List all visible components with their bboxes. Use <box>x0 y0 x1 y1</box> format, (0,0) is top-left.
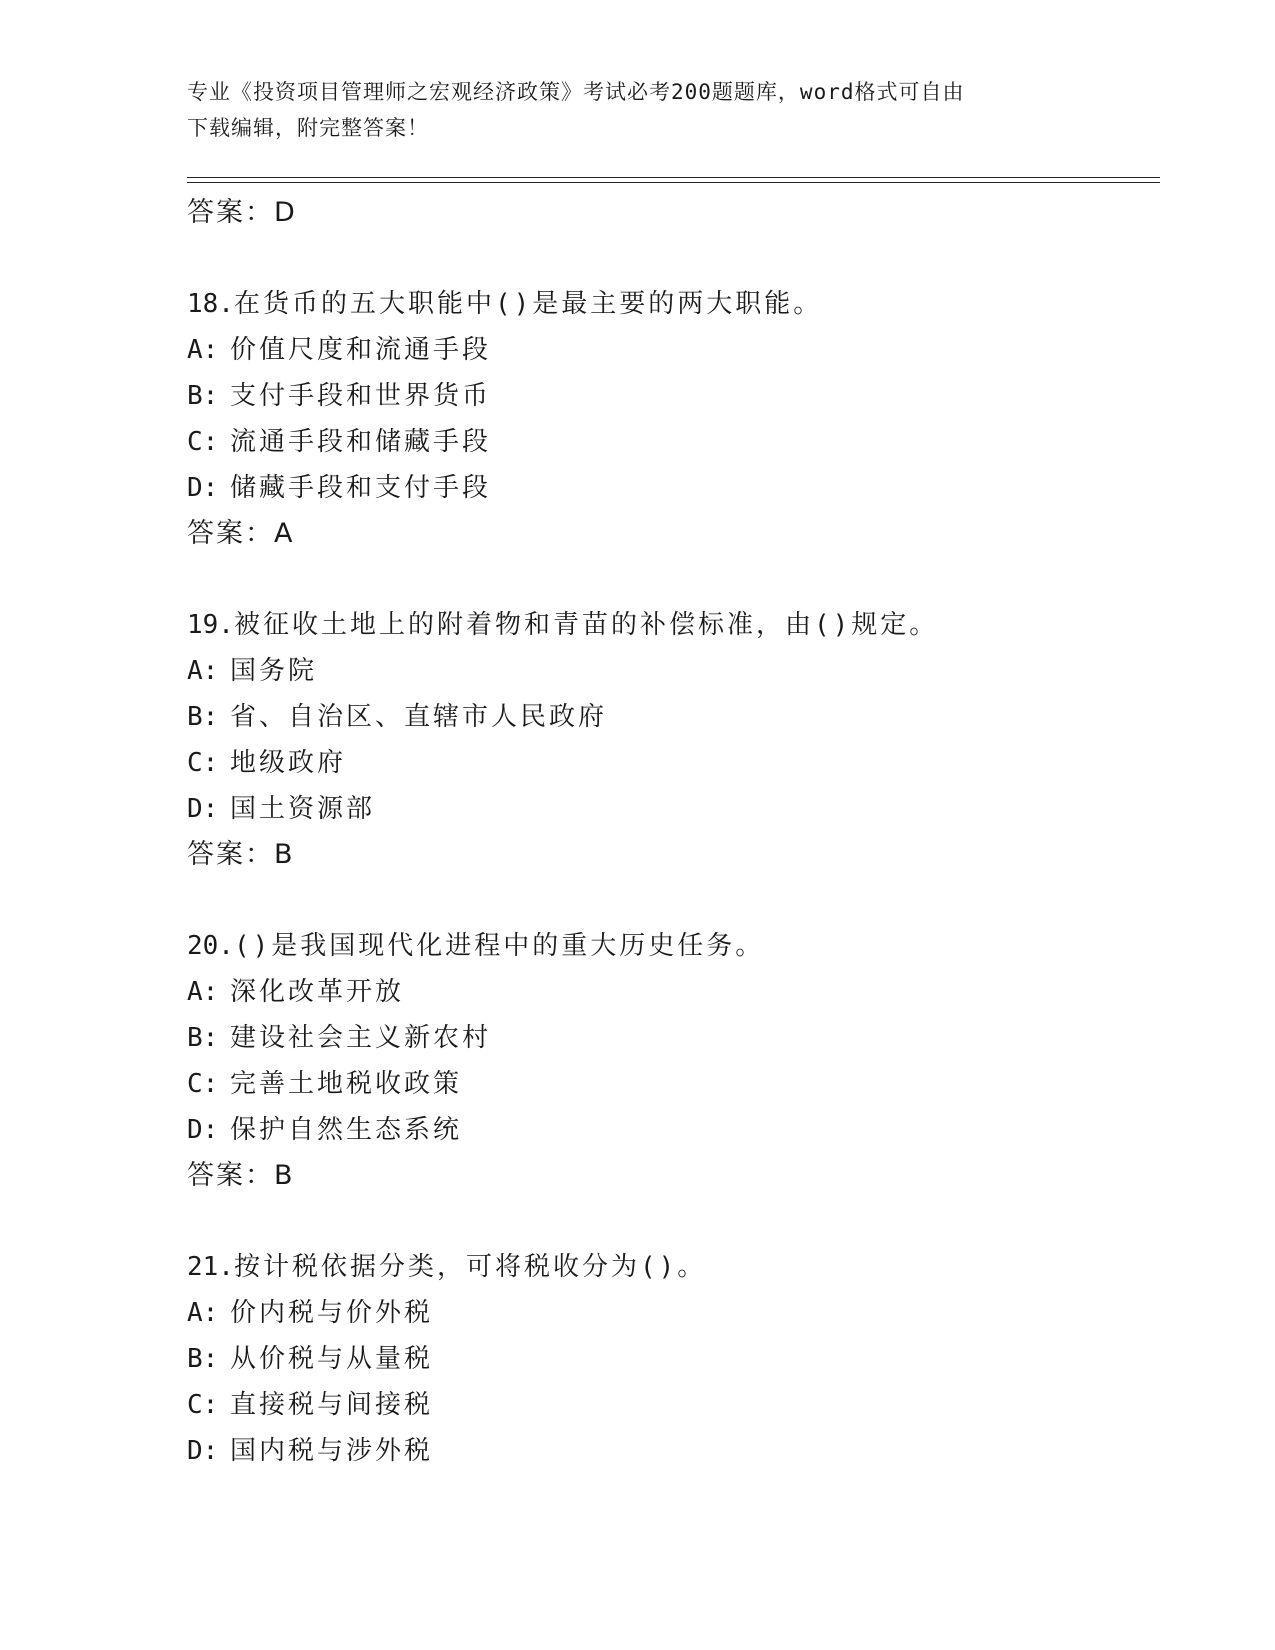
header-divider-bottom <box>187 182 1160 183</box>
option-text: 价值尺度和流通手段 <box>230 335 492 365</box>
answer-line: 答案：D <box>187 197 297 228</box>
question-stem <box>187 602 1147 648</box>
option-letter: D: <box>187 1115 219 1145</box>
option-letter: D: <box>187 794 219 824</box>
option-text: 从价税与从量税 <box>230 1344 434 1374</box>
option-text: 地级政府 <box>230 748 347 778</box>
answer-line: 答案：B <box>187 839 295 870</box>
option-text: 价内税与价外税 <box>230 1298 434 1328</box>
question-number: 19. <box>187 610 234 640</box>
option-text: 建设社会主义新农村 <box>230 1023 492 1053</box>
question-21 <box>187 1244 1147 1474</box>
option-letter: D: <box>187 1436 219 1466</box>
question-text: ()是我国现代化进程中的重大历史任务。 <box>233 931 765 961</box>
option-letter: B: <box>187 1344 219 1374</box>
option-letter: C: <box>187 748 219 778</box>
question-20 <box>187 923 1147 1199</box>
option-d <box>187 465 1147 511</box>
option-b <box>187 694 1147 740</box>
answer-line: 答案：B <box>187 1160 295 1191</box>
option-c <box>187 1061 1147 1107</box>
option-a <box>187 969 1147 1015</box>
option-letter: B: <box>187 1023 219 1053</box>
option-text: 保护自然生态系统 <box>230 1115 463 1145</box>
option-letter: A: <box>187 1298 219 1328</box>
question-text: 按计税依据分类，可将税收分为()。 <box>233 1252 707 1282</box>
question-19 <box>187 602 1147 878</box>
option-c <box>187 419 1147 465</box>
option-b <box>187 1336 1147 1382</box>
option-d <box>187 1428 1147 1474</box>
option-letter: D: <box>187 473 219 503</box>
option-text: 支付手段和世界货币 <box>230 381 492 411</box>
header-line-2: 下载编辑，附完整答案！ <box>187 116 429 140</box>
option-letter: A: <box>187 335 219 365</box>
option-d <box>187 1107 1147 1153</box>
question-text: 在货币的五大职能中()是最主要的两大职能。 <box>233 289 823 319</box>
option-text: 直接税与间接税 <box>230 1390 434 1420</box>
option-letter: C: <box>187 1069 219 1099</box>
spacer <box>187 878 1147 923</box>
option-letter: B: <box>187 702 219 732</box>
option-text: 国内税与涉外税 <box>230 1436 434 1466</box>
document-header <box>187 74 1087 146</box>
question-list <box>187 190 1147 1474</box>
header-divider-top <box>187 177 1160 178</box>
option-letter: C: <box>187 427 219 457</box>
question-stem <box>187 281 1147 327</box>
option-a <box>187 648 1147 694</box>
question-number: 20. <box>187 931 234 961</box>
question-number: 18. <box>187 289 234 319</box>
option-text: 完善土地税收政策 <box>230 1069 463 1099</box>
option-letter: C: <box>187 1390 219 1420</box>
answer-line: 答案：A <box>187 518 295 549</box>
question-stem <box>187 923 1147 969</box>
option-text: 储藏手段和支付手段 <box>230 473 492 503</box>
option-text: 国土资源部 <box>230 794 376 824</box>
option-a <box>187 1290 1147 1336</box>
question-text: 被征收土地上的附着物和青苗的补偿标准，由()规定。 <box>233 610 939 640</box>
option-c <box>187 740 1147 786</box>
header-line-1: 专业《投资项目管理师之宏观经济政策》考试必考200题题库，word格式可自由 <box>187 80 965 104</box>
question-18 <box>187 281 1147 557</box>
question-stem <box>187 1244 1147 1290</box>
option-text: 流通手段和储藏手段 <box>230 427 492 457</box>
option-text: 国务院 <box>230 656 318 686</box>
option-text: 深化改革开放 <box>230 977 405 1007</box>
option-c <box>187 1382 1147 1428</box>
question-number: 21. <box>187 1252 234 1282</box>
spacer <box>187 557 1147 602</box>
spacer <box>187 236 1147 281</box>
option-text: 省、自治区、直辖市人民政府 <box>230 702 608 732</box>
option-a <box>187 327 1147 373</box>
option-letter: A: <box>187 977 219 1007</box>
option-letter: A: <box>187 656 219 686</box>
option-letter: B: <box>187 381 219 411</box>
spacer <box>187 1199 1147 1244</box>
option-b <box>187 1015 1147 1061</box>
option-b <box>187 373 1147 419</box>
option-d <box>187 786 1147 832</box>
